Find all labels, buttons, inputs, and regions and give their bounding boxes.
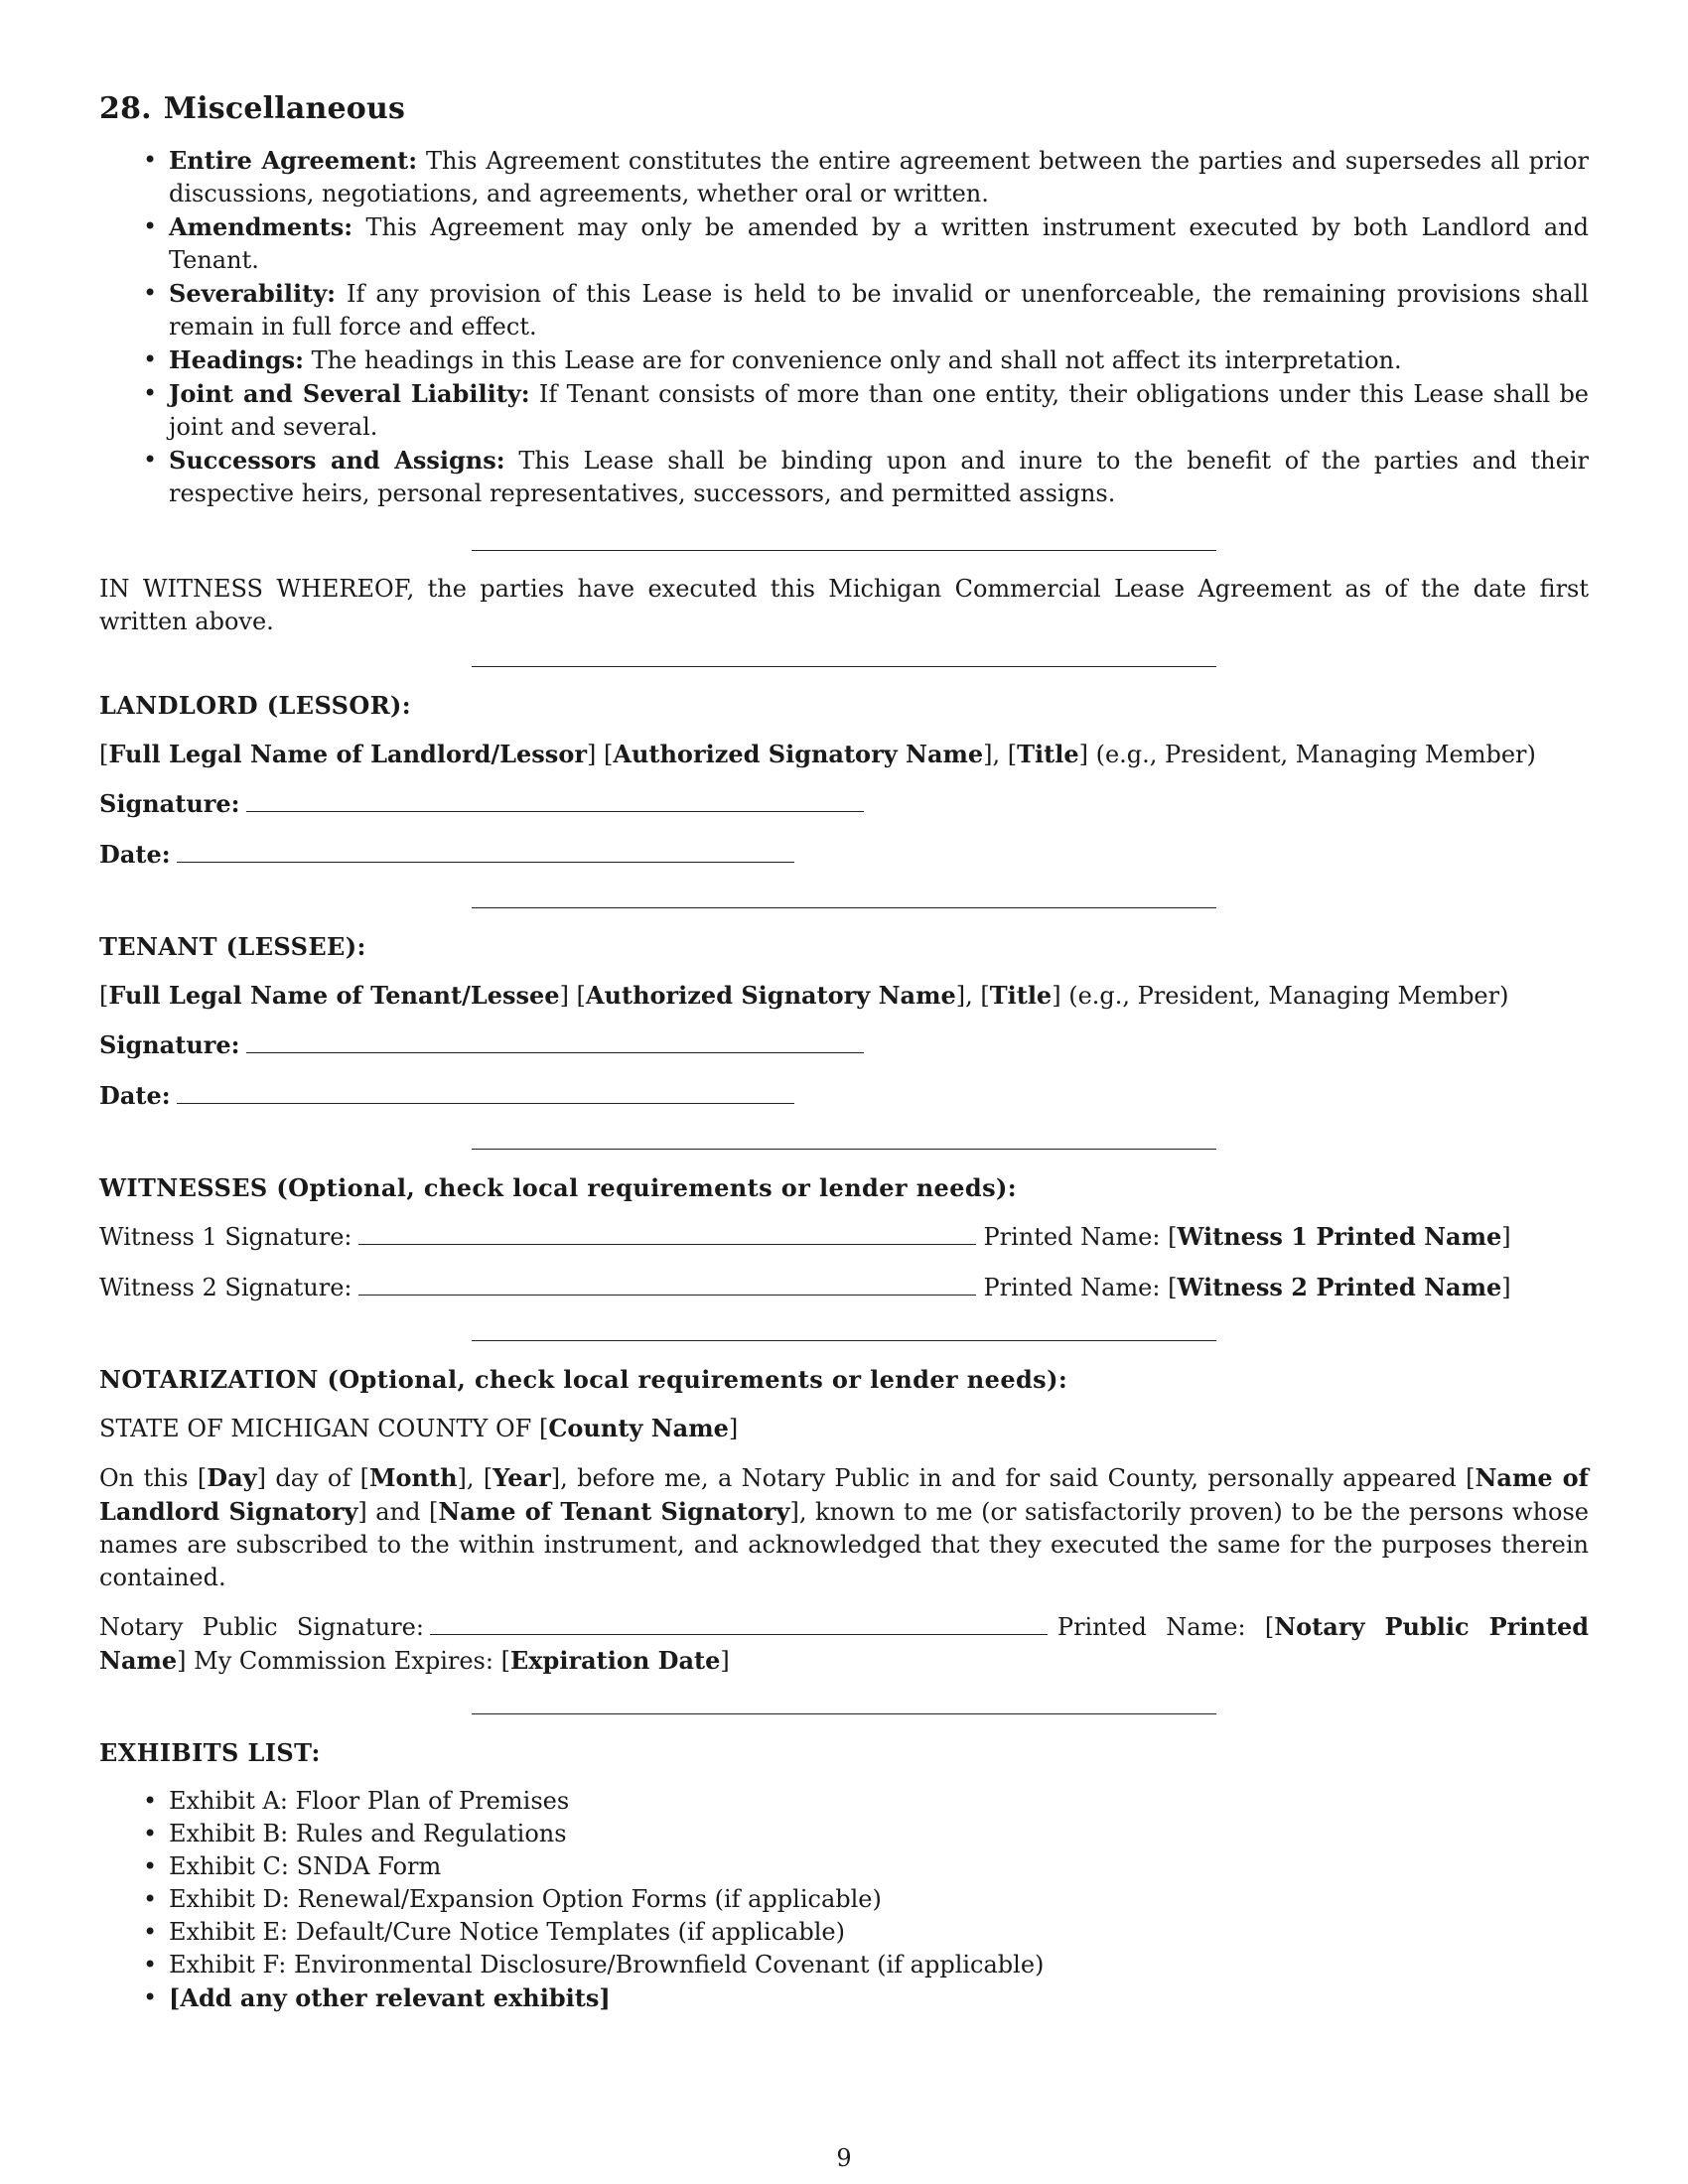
landlord-signatory-name-field[interactable]: Name of Landlord Signatory [99, 1463, 1590, 1526]
paragraph-text: , before me, a Notary Public in and for said County, personally appeared [560, 1464, 1467, 1492]
landlord-heading: LANDLORD (LESSOR): [99, 691, 412, 720]
witness-whereof-text: IN WITNESS WHEREOF, the parties have executed this Michigan Commercial Lease Agreement as of the date first written above. [99, 575, 1589, 635]
date-label: Date: [99, 1081, 171, 1110]
list-item [169, 444, 1589, 510]
item-text: This Agreement constitutes the entire agreement between the parties and supersedes all prior discussions, negotiations, and agreements, whether oral or written. [169, 147, 1590, 207]
landlord-date-field[interactable] [177, 838, 794, 863]
witness-1-label: Witness 1 Signature: [99, 1223, 352, 1251]
paragraph-text: , [466, 1464, 484, 1492]
paragraph-text: day of [265, 1464, 360, 1492]
exhibits-heading: EXHIBITS LIST: [99, 1738, 321, 1767]
list-item: • Exhibit E: Default/Cure Notice Templates (if applicable) [169, 1916, 1589, 1949]
exhibits-list [99, 1785, 1589, 2015]
tenant-date-field[interactable] [177, 1079, 794, 1104]
add-exhibits-field[interactable]: Add any other relevant exhibits [180, 1983, 600, 2012]
date-label: Date: [99, 840, 171, 869]
landlord-title-field[interactable]: Title [1017, 740, 1079, 768]
landlord-name-field[interactable]: Full Legal Name of Landlord/Lessor [108, 740, 587, 768]
tenant-date-line [99, 1079, 1589, 1113]
page-number: 9 [836, 2144, 852, 2172]
county-field[interactable]: County Name [548, 1414, 729, 1442]
landlord-title-example: (e.g., President, Managing Member) [1087, 741, 1536, 768]
misc-list [99, 144, 1589, 510]
witness-1-signature-field[interactable] [358, 1220, 976, 1245]
list-item: • Exhibit B: Rules and Regulations [169, 1818, 1589, 1850]
document-page [99, 91, 1589, 2015]
landlord-signature-line [99, 787, 1589, 821]
horizontal-rule [472, 1149, 1216, 1150]
year-field[interactable]: Year [492, 1463, 551, 1492]
witnesses-heading: WITNESSES (Optional, check local requirements or lender needs): [99, 1173, 1017, 1202]
list-item [169, 377, 1589, 444]
signature-label: Signature: [99, 1030, 240, 1059]
item-label: Severability: [169, 279, 337, 308]
witness-2-line: Witness 2 Signature: Printed Name: [Witness 2 Printed Name] [99, 1273, 1511, 1301]
item-text: This Lease shall be binding upon and inure to the benefit of the parties and their respective heirs, personal representatives, successors, and permitted assigns. [169, 447, 1589, 507]
item-label: Successors and Assigns: [169, 446, 505, 475]
horizontal-rule [472, 550, 1216, 551]
horizontal-rule [472, 1713, 1216, 1714]
landlord-signatory-field[interactable]: Authorized Signatory Name [613, 740, 984, 768]
landlord-date-line [99, 838, 1589, 872]
witness-1-printed-name-field[interactable]: Witness 1 Printed Name [1177, 1222, 1502, 1251]
commission-label: My Commission Expires: [186, 1647, 501, 1675]
item-text: If any provision of this Lease is held to be invalid or unenforceable, the remaining provisions shall remain in full force and effect. [169, 280, 1589, 341]
tenant-heading: TENANT (LESSEE): [99, 932, 366, 961]
witness-1-line: Witness 1 Signature: Printed Name: [Witness 1 Printed Name] [99, 1222, 1511, 1251]
tenant-signature-line [99, 1028, 1589, 1062]
item-text: This Agreement may only be amended by a written instrument executed by both Landlord and Tenant. [169, 213, 1589, 274]
printed-name-label: Printed Name: [983, 1223, 1161, 1251]
item-text: The headings in this Lease are for convenience only and shall not affect its interpretation. [304, 346, 1402, 374]
item-label: Amendments: [169, 212, 353, 241]
section-heading [99, 91, 1589, 126]
notary-signature-field[interactable] [430, 1610, 1048, 1635]
notary-paragraph: On this [Day] day of [Month], [Year], before me, a Notary Public in and for said County, personally appeared [Name of Landlord Signatory] and [Name of Tenant Signatory], known to me (or satisfactorily proven) to be the persons whose names are subscribed to the within instrument, and acknowledged that they executed the same for the purposes therein contained. [99, 1463, 1590, 1591]
witness-2-printed-name-field[interactable]: Witness 2 Printed Name [1177, 1273, 1502, 1301]
horizontal-rule [472, 1340, 1216, 1341]
notary-printed-name-field[interactable]: Notary Public Printed Name [99, 1612, 1589, 1675]
day-field[interactable]: Day [207, 1463, 257, 1492]
horizontal-rule [472, 907, 1216, 908]
state-text: STATE OF MICHIGAN COUNTY OF [99, 1415, 539, 1442]
tenant-signatory-field[interactable]: Authorized Signatory Name [585, 981, 956, 1010]
notary-signature-line: Notary Public Signature: Printed Name: [Notary Public Printed Name] My Commission Expires: [Expiration Date] [99, 1612, 1589, 1675]
paragraph-text: On this [99, 1464, 198, 1492]
item-label: Joint and Several Liability: [169, 379, 530, 408]
landlord-name-line: [Full Legal Name of Landlord/Lessor] [Authorized Signatory Name], [Title] (e.g., President, Managing Member) [99, 740, 1536, 768]
tenant-name-line: [Full Legal Name of Tenant/Lessee] [Authorized Signatory Name], [Title] (e.g., President, Managing Member) [99, 981, 1509, 1010]
list-item: • [Add any other relevant exhibits] [169, 1981, 1589, 2015]
list-item [169, 277, 1589, 343]
list-item: • Exhibit D: Renewal/Expansion Option Forms (if applicable) [169, 1883, 1589, 1916]
section-title: Miscellaneous [163, 91, 406, 126]
list-item: • Exhibit F: Environmental Disclosure/Brownfield Covenant (if applicable) [169, 1949, 1589, 1981]
printed-name-label: Printed Name: [983, 1274, 1161, 1301]
printed-name-label: Printed Name: [1056, 1613, 1246, 1641]
horizontal-rule [472, 666, 1216, 667]
item-label: Entire Agreement: [169, 146, 418, 175]
signature-label: Signature: [99, 789, 240, 818]
tenant-signature-field[interactable] [246, 1028, 864, 1053]
list-item: • Exhibit C: SNDA Form [169, 1850, 1589, 1883]
paragraph-text: , known to me (or satisfactorily proven) to be the persons whose names are subscribed to the within instrument, and acknowledged that they executed the same for the purposes therein contained. [99, 1498, 1589, 1591]
tenant-name-field[interactable]: Full Legal Name of Tenant/Lessee [108, 981, 560, 1010]
tenant-title-example: (e.g., President, Managing Member) [1060, 982, 1509, 1010]
tenant-signatory-name-field[interactable]: Name of Tenant Signatory [438, 1497, 790, 1526]
item-text: If Tenant consists of more than one entity, their obligations under this Lease shall be joint and several. [169, 380, 1590, 441]
item-label: Headings: [169, 345, 304, 374]
notary-signature-label: Notary Public Signature: [99, 1613, 424, 1641]
paragraph-text: and [366, 1498, 429, 1526]
notarization-heading: NOTARIZATION (Optional, check local requirements or lender needs): [99, 1365, 1068, 1394]
landlord-signature-field[interactable] [246, 787, 864, 812]
list-item [169, 210, 1589, 277]
list-item: • Exhibit A: Floor Plan of Premises [169, 1785, 1589, 1818]
tenant-title-field[interactable]: Title [989, 981, 1053, 1010]
expiration-date-field[interactable]: Expiration Date [509, 1646, 721, 1675]
month-field[interactable]: Month [368, 1463, 458, 1492]
witness-2-signature-field[interactable] [358, 1271, 976, 1296]
list-item [169, 343, 1589, 377]
section-number: 28. [99, 91, 152, 126]
witness-2-label: Witness 2 Signature: [99, 1274, 352, 1301]
list-item [169, 144, 1589, 210]
state-county-line: STATE OF MICHIGAN COUNTY OF [County Name] [99, 1414, 739, 1442]
